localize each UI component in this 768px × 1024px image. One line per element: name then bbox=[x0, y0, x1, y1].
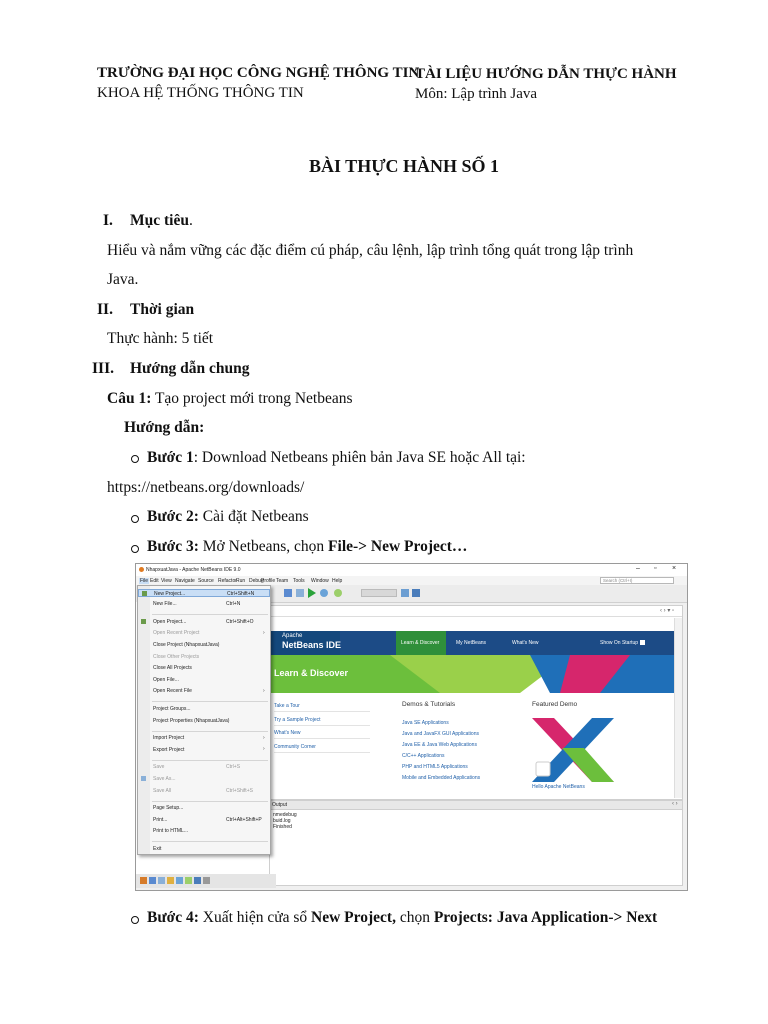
step-3-text: Mở Netbeans, chọn bbox=[198, 538, 329, 555]
menu-window[interactable]: Window bbox=[311, 578, 329, 584]
output-line: Finished bbox=[273, 824, 292, 830]
page-title: BÀI THỰC HÀNH SỐ 1 bbox=[309, 156, 500, 176]
menu-item-shortcut: Ctrl+N bbox=[226, 601, 241, 608]
bullet-icon bbox=[131, 916, 139, 924]
menu-source[interactable]: Source bbox=[198, 578, 214, 584]
menu-item-label: Project Groups... bbox=[153, 705, 191, 712]
link-divider bbox=[274, 738, 370, 739]
doc-type: TÀI LIỆU HƯỚNG DẪN THỰC HÀNH bbox=[415, 66, 677, 82]
step-1-text: : Download Netbeans phiên bản Java SE hoặc All tại: bbox=[193, 449, 526, 466]
file-menu-item bbox=[138, 787, 270, 795]
download-url: https://netbeans.org/downloads/ bbox=[107, 479, 305, 496]
window-titlebar bbox=[136, 564, 687, 576]
file-menu-item[interactable] bbox=[138, 705, 270, 713]
section-1-title: Mục tiêu bbox=[130, 212, 189, 229]
submenu-arrow-icon: › bbox=[263, 734, 265, 741]
banner-title: Learn & Discover bbox=[274, 668, 349, 678]
output-line: nmedebug bbox=[273, 812, 297, 818]
demo-link[interactable]: Java SE Applications bbox=[402, 720, 449, 726]
menu-bar bbox=[136, 576, 687, 585]
menu-tools[interactable]: Tools bbox=[293, 578, 305, 584]
question-1 bbox=[107, 390, 353, 408]
output-line: buid.log bbox=[273, 818, 291, 824]
menu-item-label: Project Properties (NhapxuatJava) bbox=[153, 717, 230, 724]
section-2-number: II. bbox=[97, 301, 113, 318]
menu-item-label: Open Project... bbox=[153, 618, 187, 625]
step-3 bbox=[147, 538, 467, 556]
menu-item-label: Close Other Projects bbox=[153, 653, 200, 660]
maximize-icon[interactable]: ▫ bbox=[654, 565, 657, 572]
profile-icon[interactable] bbox=[334, 589, 342, 597]
section-3-title: Hướng dẫn chung bbox=[130, 360, 250, 377]
school-name: TRƯỜNG ĐẠI HỌC CÔNG NGHỆ THÔNG TIN bbox=[97, 65, 420, 81]
start-link[interactable]: Try a Sample Project bbox=[274, 716, 321, 723]
link-divider bbox=[274, 752, 370, 753]
menu-separator bbox=[152, 614, 268, 615]
section-1-text-line2: Java. bbox=[107, 271, 139, 288]
file-menu-item[interactable] bbox=[138, 589, 270, 597]
output-window bbox=[269, 800, 683, 886]
step-1 bbox=[147, 449, 526, 467]
demo-link[interactable]: Mobile and Embedded Applications bbox=[402, 775, 481, 781]
step-4 bbox=[147, 909, 657, 927]
camera-icon[interactable] bbox=[412, 589, 420, 597]
section-2-text: Thực hành: 5 tiết bbox=[107, 330, 214, 347]
tab-my-netbeans[interactable]: My NetBeans bbox=[456, 640, 487, 646]
faculty-name: KHOA HỆ THỐNG THÔNG TIN bbox=[97, 85, 304, 101]
status-bar bbox=[136, 874, 276, 888]
file-menu-item[interactable] bbox=[138, 676, 270, 684]
menu-item-label: Print to HTML... bbox=[153, 828, 189, 835]
start-link[interactable]: Take a Tour bbox=[274, 703, 300, 709]
window-title: NhapxuatJava - Apache NetBeans IDE 9.0 bbox=[146, 567, 241, 573]
menu-item-label: Close Project (NhapxuatJava) bbox=[153, 641, 220, 648]
menu-item-label: Export Project bbox=[153, 746, 185, 753]
menu-file[interactable]: File bbox=[140, 578, 149, 584]
menu-debug[interactable]: Debug bbox=[249, 578, 264, 584]
menu-item-shortcut: Ctrl+S bbox=[226, 764, 241, 771]
netbeans-logo-icon bbox=[139, 567, 144, 572]
file-menu-item[interactable] bbox=[138, 746, 270, 754]
menu-item-label: Save All bbox=[153, 787, 172, 794]
menu-separator bbox=[152, 760, 268, 761]
menu-edit[interactable]: Edit bbox=[150, 578, 159, 584]
menu-item-shortcut: Ctrl+Shift+S bbox=[226, 787, 253, 794]
link-divider bbox=[274, 725, 370, 726]
menu-item-label: Open File... bbox=[153, 676, 179, 683]
question-1-text: Tạo project mới trong Netbeans bbox=[151, 390, 353, 407]
step-4-emphasis2: Projects: Java Application-> Next bbox=[433, 909, 658, 926]
file-menu-dropdown bbox=[137, 585, 271, 855]
file-menu-item[interactable] bbox=[138, 601, 270, 609]
menu-item-label: Exit bbox=[153, 845, 162, 852]
step-2-label: Bước 2: bbox=[147, 508, 199, 525]
file-menu-item bbox=[138, 764, 270, 772]
bullet-icon bbox=[131, 515, 139, 523]
file-menu-item[interactable] bbox=[138, 735, 270, 743]
hammer-icon[interactable] bbox=[284, 589, 292, 597]
menu-item-label: Open Recent File bbox=[153, 688, 192, 695]
step-4-label: Bước 4: bbox=[147, 909, 199, 926]
submenu-arrow-icon: › bbox=[263, 629, 265, 636]
demo-link[interactable]: C/C++ Applications bbox=[402, 753, 445, 759]
section-3-number: III. bbox=[92, 360, 114, 377]
debug-icon[interactable] bbox=[320, 589, 328, 597]
menu-item-label: Open Recent Project bbox=[153, 630, 200, 637]
link-divider bbox=[274, 711, 370, 712]
file-menu-item bbox=[138, 630, 270, 638]
bullet-icon bbox=[131, 455, 139, 463]
menu-item-icon bbox=[141, 776, 146, 781]
menu-separator bbox=[152, 801, 268, 802]
file-menu-item[interactable] bbox=[138, 717, 270, 725]
minimize-icon[interactable]: – bbox=[636, 565, 640, 572]
file-menu-item[interactable] bbox=[138, 816, 270, 824]
file-menu-item[interactable] bbox=[138, 845, 270, 853]
search-input[interactable] bbox=[600, 577, 674, 584]
demo-link[interactable]: PHP and HTML5 Applications bbox=[402, 764, 468, 770]
close-icon[interactable]: × bbox=[672, 565, 677, 572]
start-link[interactable]: What's New bbox=[274, 730, 301, 736]
tab-learn-discover[interactable]: Learn & Discover bbox=[396, 631, 446, 655]
section-1-number: I. bbox=[103, 212, 113, 229]
tab-whats-new[interactable]: What's New bbox=[512, 640, 539, 646]
start-page bbox=[269, 605, 683, 800]
show-on-startup-checkbox[interactable] bbox=[640, 640, 645, 645]
step-4-text2: chọn bbox=[395, 909, 434, 926]
memory-gauge[interactable] bbox=[361, 589, 397, 597]
menu-item-label: Print... bbox=[153, 816, 168, 823]
featured-demo-image[interactable] bbox=[532, 718, 614, 782]
show-on-startup-label: Show On Startup bbox=[600, 640, 639, 646]
menu-item-icon bbox=[142, 591, 147, 596]
menu-refactor[interactable]: Refactor bbox=[218, 578, 237, 584]
menu-item-label: Close All Projects bbox=[153, 665, 192, 672]
section-2-title: Thời gian bbox=[130, 301, 195, 318]
scrollbar[interactable] bbox=[674, 618, 682, 798]
submenu-arrow-icon: › bbox=[263, 687, 265, 694]
section-1-title-suffix: . bbox=[188, 212, 193, 229]
step-3-label: Bước 3: bbox=[147, 538, 199, 555]
output-tab[interactable]: Output bbox=[272, 802, 288, 808]
file-menu-item[interactable] bbox=[138, 828, 270, 836]
menu-item-label: Save bbox=[153, 764, 165, 771]
step-4-text1: Xuất hiện cửa sổ bbox=[198, 909, 312, 926]
brand-name: NetBeans IDE bbox=[282, 640, 342, 650]
output-scroll-icon[interactable]: ‹ › bbox=[672, 801, 678, 807]
menu-item-label: Save As... bbox=[153, 775, 176, 782]
file-menu-item bbox=[138, 775, 270, 783]
netbeans-screenshot bbox=[135, 563, 688, 891]
file-menu-item[interactable] bbox=[138, 688, 270, 696]
menu-item-label: Page Setup... bbox=[153, 805, 184, 812]
start-link[interactable]: Community Corner bbox=[274, 743, 316, 750]
menu-item-shortcut: Ctrl+Shift+O bbox=[226, 618, 254, 625]
learn-discover-banner bbox=[270, 655, 682, 693]
search-placeholder: Search (Ctrl+I) bbox=[603, 578, 633, 583]
menu-help[interactable]: Help bbox=[332, 578, 343, 584]
section-1-heading bbox=[130, 212, 193, 230]
menu-navigate[interactable]: Navigate bbox=[175, 578, 195, 584]
menu-profile[interactable]: Profile bbox=[261, 578, 276, 584]
file-menu-item bbox=[138, 653, 270, 661]
status-icons bbox=[140, 876, 220, 886]
menu-item-icon bbox=[141, 619, 146, 624]
menu-separator bbox=[152, 701, 268, 702]
featured-title: Featured Demo bbox=[532, 701, 578, 708]
step-3-emphasis: File-> New Project… bbox=[328, 538, 468, 555]
demos-title: Demos & Tutorials bbox=[402, 701, 456, 708]
menu-item-label: New Project... bbox=[154, 590, 186, 597]
netbeans-banner bbox=[270, 631, 682, 655]
file-menu-item[interactable] bbox=[138, 641, 270, 649]
menu-run[interactable]: Run bbox=[236, 578, 246, 584]
guide-heading: Hướng dẫn: bbox=[124, 419, 205, 436]
bullet-icon bbox=[131, 545, 139, 553]
menu-item-shortcut: Ctrl+Alt+Shift+P bbox=[226, 816, 262, 823]
step-4-emphasis1: New Project, bbox=[311, 909, 396, 926]
file-menu-item[interactable] bbox=[138, 665, 270, 673]
clean-build-icon[interactable] bbox=[296, 589, 304, 597]
brand-small: Apache bbox=[282, 633, 303, 639]
demo-link[interactable]: Java and JavaFX GUI Applications bbox=[402, 731, 479, 737]
featured-caption[interactable]: Hello Apache NetBeans bbox=[532, 784, 585, 790]
submenu-arrow-icon: › bbox=[263, 746, 265, 753]
menu-view[interactable]: View bbox=[161, 578, 172, 584]
step-2 bbox=[147, 508, 309, 526]
menu-team[interactable]: Team bbox=[276, 578, 289, 584]
gc-icon[interactable] bbox=[401, 589, 409, 597]
scroll-arrows-icon[interactable]: ‹ › ▾ ▫ bbox=[660, 608, 675, 614]
menu-separator bbox=[152, 731, 268, 732]
question-1-label: Câu 1: bbox=[107, 390, 152, 407]
step-2-text: Cài đặt Netbeans bbox=[198, 508, 309, 525]
menu-item-label: New File... bbox=[153, 601, 177, 608]
menu-item-shortcut: Ctrl+Shift+N bbox=[227, 590, 255, 597]
section-1-text-line1: Hiểu và nắm vững các đặc điểm cú pháp, câu lệnh, lập trình tổng quát trong lập trình bbox=[107, 242, 634, 259]
run-icon[interactable] bbox=[308, 588, 316, 598]
file-menu-item[interactable] bbox=[138, 618, 270, 626]
subject: Môn: Lập trình Java bbox=[415, 86, 538, 102]
menu-item-label: Import Project bbox=[153, 735, 185, 742]
file-menu-item[interactable] bbox=[138, 805, 270, 813]
demo-link[interactable]: Java EE & Java Web Applications bbox=[402, 742, 477, 748]
menu-separator bbox=[152, 841, 268, 842]
step-1-label: Bước 1 bbox=[147, 449, 194, 466]
